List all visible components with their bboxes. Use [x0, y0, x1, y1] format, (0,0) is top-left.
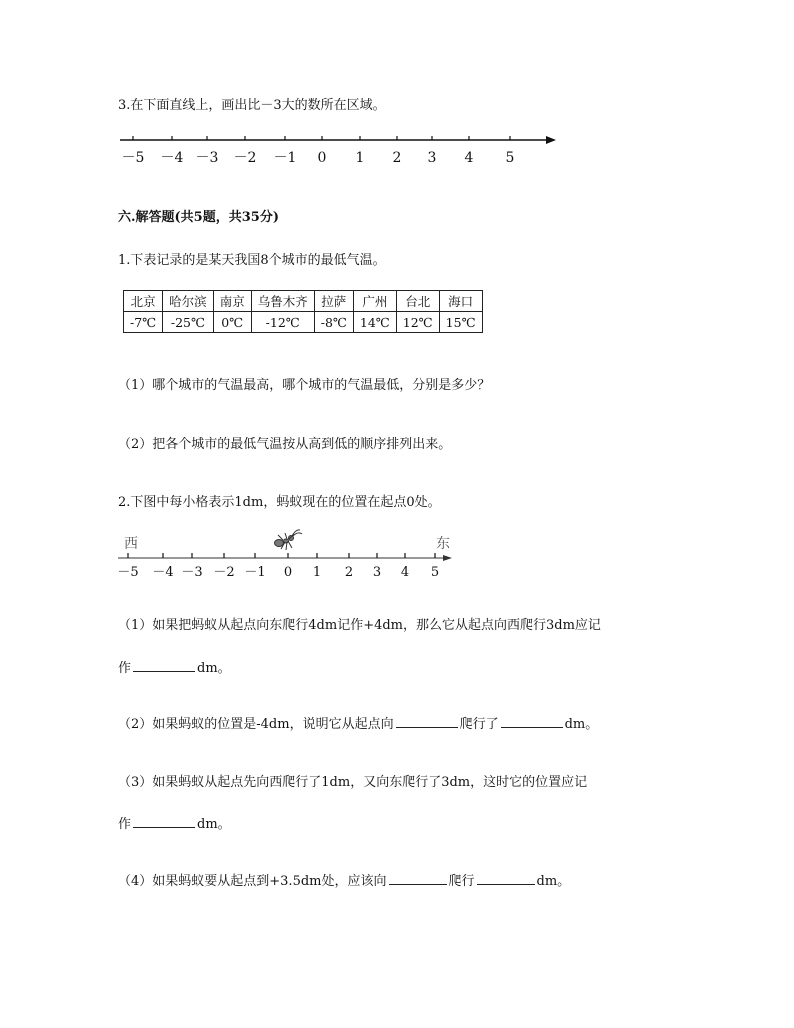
unit-label: dm。 — [197, 661, 231, 676]
ant-tick-label: －3 — [181, 565, 203, 580]
q3-tick-label: －2 — [233, 150, 257, 166]
ant-tick-label: －1 — [244, 565, 266, 580]
ant-tick-label: 3 — [372, 565, 382, 580]
ant-icon — [275, 530, 303, 550]
table-cell-temp: -7℃ — [124, 312, 163, 333]
problem-2-intro: 2.下图中每小格表示1dm，蚂蚁现在的位置在起点0处。 — [118, 495, 441, 510]
table-cell-city: 乌鲁木齐 — [251, 291, 314, 312]
answer-prefix: 作 — [118, 817, 132, 832]
problem-2-sub-4 — [118, 870, 570, 889]
table-cell-temp: 0℃ — [213, 312, 251, 333]
answer-blank-direction[interactable] — [396, 713, 458, 728]
ant-tick-label: 0 — [283, 565, 293, 580]
problem-2-sub-1-line-1: （1）如果把蚂蚁从起点向东爬行4dm记作+4dm，那么它从起点向西爬行3dm应记 — [118, 618, 601, 633]
problem-1-sub-2: （2）把各个城市的最低气温按从高到低的顺序排列出来。 — [118, 437, 452, 452]
table-cell-temp: -8℃ — [314, 312, 353, 333]
ant-tick-label: －5 — [117, 565, 139, 580]
answer-blank[interactable] — [133, 813, 195, 828]
table-cell-city: 台北 — [396, 291, 439, 312]
ant-tick-label: 2 — [344, 565, 354, 580]
q3-tick-label: －5 — [121, 150, 145, 166]
section-title: 六.解答题(共5题，共35分) — [118, 210, 279, 225]
q3-tick-label: 5 — [505, 150, 515, 166]
sub-2-mid: 爬行了 — [459, 717, 499, 732]
ant-tick-label: 4 — [400, 565, 410, 580]
ant-tick-label: －4 — [152, 565, 174, 580]
q3-tick-label: 2 — [392, 150, 402, 166]
table-cell-temp: 14℃ — [353, 312, 396, 333]
table-cell-city: 南京 — [213, 291, 251, 312]
question-3-text: 3.在下面直线上，画出比－3大的数所在区域。 — [118, 98, 386, 113]
sub-2-text: （2）如果蚂蚁的位置是-4dm，说明它从起点向 — [118, 717, 394, 732]
answer-blank-distance[interactable] — [501, 713, 563, 728]
unit-label: dm。 — [536, 874, 571, 889]
answer-blank-distance[interactable] — [477, 870, 535, 885]
problem-1-intro: 1.下表记录的是某天我国8个城市的最低气温。 — [118, 253, 386, 268]
problem-2-sub-1-line-2 — [118, 657, 231, 676]
problem-2-sub-2 — [118, 713, 598, 732]
sub-4-text: （4）如果蚂蚁要从起点到+3.5dm处，应该向 — [118, 874, 387, 889]
east-label: 东 — [436, 536, 450, 552]
table-cell-city: 广州 — [353, 291, 396, 312]
table-cell-temp: -12℃ — [251, 312, 314, 333]
problem-1-sub-1: （1）哪个城市的气温最高，哪个城市的气温最低，分别是多少？ — [118, 378, 491, 393]
sub-4-mid: 爬行 — [448, 874, 475, 889]
unit-label: dm。 — [197, 817, 231, 832]
answer-blank-direction[interactable] — [389, 870, 447, 885]
table-cell-temp: 15℃ — [439, 312, 482, 333]
table-cell-city: 北京 — [124, 291, 163, 312]
q3-tick-label: －4 — [160, 150, 184, 166]
west-label: 西 — [124, 536, 138, 552]
problem-2-sub-3-line-1: （3）如果蚂蚁从起点先向西爬行了1dm，又向东爬行了3dm，这时它的位置应记 — [118, 775, 588, 790]
q3-tick-label: 0 — [317, 150, 327, 166]
ant-tick-label: 5 — [430, 565, 440, 580]
ant-tick-label: －2 — [213, 565, 235, 580]
table-cell-city: 哈尔滨 — [163, 291, 214, 312]
q3-tick-label: 3 — [427, 150, 437, 166]
answer-blank[interactable] — [133, 657, 195, 672]
table-cell-temp: -25℃ — [163, 312, 214, 333]
q3-tick-label: －3 — [195, 150, 219, 166]
unit-label: dm。 — [564, 717, 599, 732]
table-cell-city: 拉萨 — [314, 291, 353, 312]
ant-tick-label: 1 — [312, 565, 322, 580]
q3-tick-label: 1 — [355, 150, 365, 166]
q3-tick-label: 4 — [464, 150, 474, 166]
table-cell-city: 海口 — [439, 291, 482, 312]
answer-prefix: 作 — [118, 661, 132, 676]
q3-tick-label: －1 — [273, 150, 297, 166]
problem-2-sub-3-line-2 — [118, 813, 231, 832]
table-cell-temp: 12℃ — [396, 312, 439, 333]
ant-number-line-arrow — [443, 555, 452, 561]
